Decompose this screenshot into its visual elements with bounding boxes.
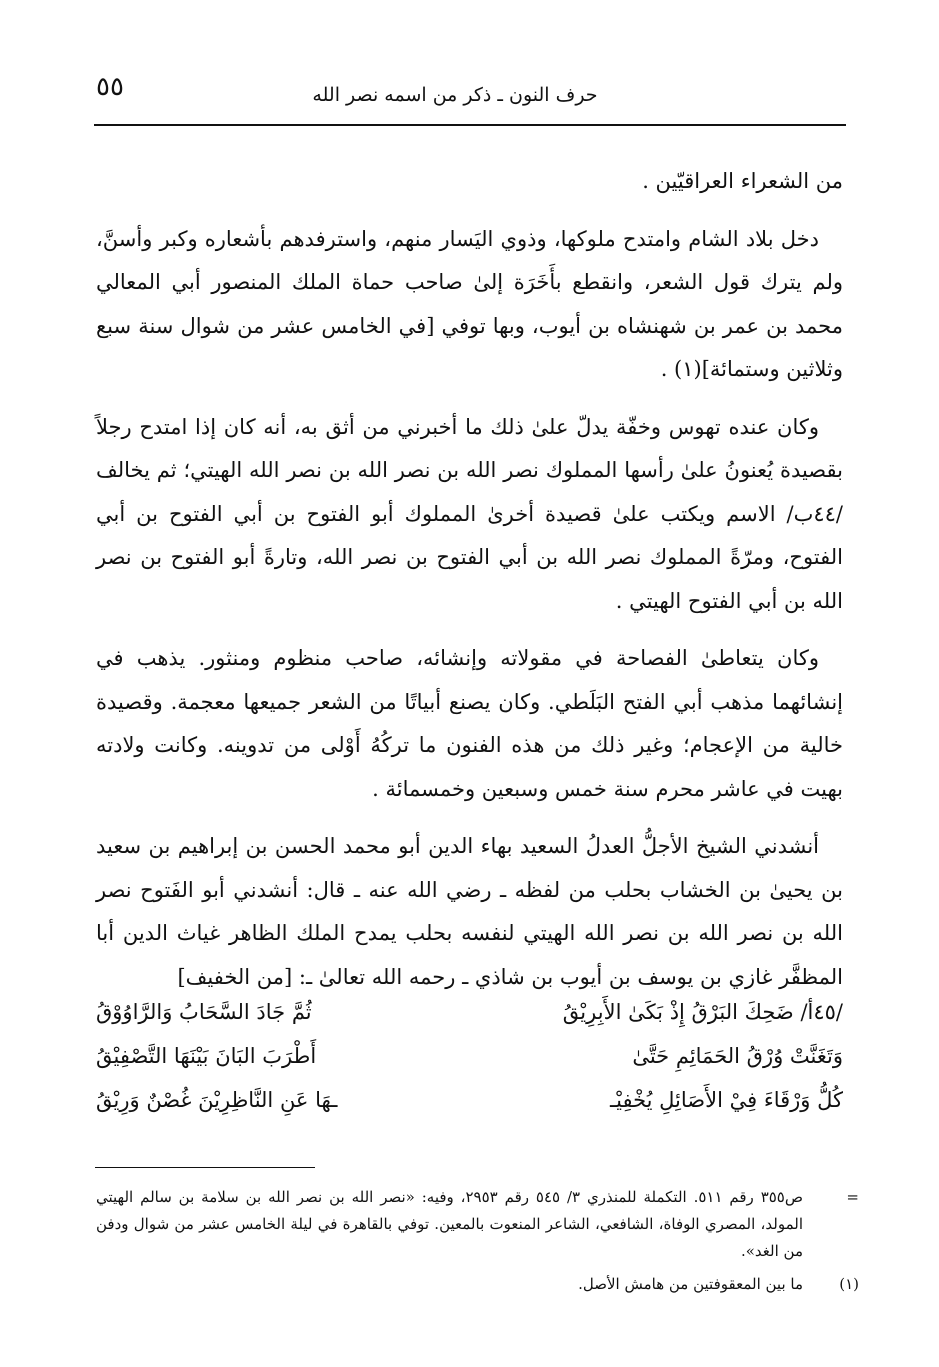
verse-line: [96, 1078, 843, 1122]
verse-first-hemistich: كُلُّ وَرْقَاءَ فِيْ الأَصَائِلِ يُخْفِيْـ: [609, 1088, 843, 1112]
running-head: حرف النون ـ ذكر من اسمه نصر الله: [312, 84, 598, 106]
page-number: ٥٥: [96, 72, 124, 102]
poem: [96, 990, 843, 1122]
footnotes: [96, 1184, 859, 1304]
verse-second-hemistich: ثُمَّ جَادَ السَّحَابُ وَالرَّاوُوْقُ: [96, 1000, 312, 1024]
header-divider: [94, 124, 846, 126]
verse-line: [96, 990, 843, 1034]
verse-line: [96, 1034, 843, 1078]
main-text: [96, 160, 843, 1013]
footnote: [96, 1184, 859, 1265]
footnote: [96, 1271, 859, 1298]
verse-second-hemistich: أَطْرَبَ البَانَ بَيْنَهَا التَّصْفِيْقُ: [96, 1044, 317, 1068]
verse-second-hemistich: ـهَا عَنِ النَّاظِرِيْنَ غُصْنٌ وَرِيْقُ: [96, 1088, 338, 1112]
paragraph-isnad: أنشدني الشيخ الأجلُّ العدلُ السعيد بهاء الدين أبو محمد الحسن بن إبراهيم بن سعيد بن يحيىٰ بن الخشاب بحلب من لفظه ـ رضي الله عنه ـ قال: أنشدني أبو الفَتوح نصر الله بن نصر الله بن نصر الله الهيتي لنفسه بحلب يمدح الملك الظاهر غياث الدين أبا المظفَّر غازي بن يوسف بن أيوب بن شاذي ـ رحمه الله تعالىٰ ـ: [من الخفيف]: [96, 834, 843, 989]
paragraph-biography: دخل بلاد الشام وامتدح ملوكها، وذوي اليَسار منهم، واسترفدهم بأشعاره وكبر وأسنَّ، ولم يترك قول الشعر، وانقطع بأَخَرَة إلىٰ صاحب حماة الملك المنصور أبي المعالي محمد بن عمر بن شهنشاه بن أيوب، وبها توفي [في الخامس عشر من شوال سنة سبع وثلاثين وستمائة](١) .: [96, 226, 843, 381]
footnote-divider: [95, 1167, 315, 1168]
footnote-text: ص٣٥٥ رقم ٥١١. التكملة للمنذري ٣/ ٥٤٥ رقم ٢٩٥٣، وفيه: «نصر الله بن نصر الله بن سلامة بن سالم الهيتي المولد، المصري الوفاة، الشافعي، الشاعر المنعوت بالمعين. توفي بالقاهرة في ليلة الخامس عشر من شوال ودفن من الغد».: [96, 1188, 803, 1260]
footnote-text: ما بين المعقوفتين من هامش الأصل.: [578, 1275, 803, 1293]
paragraph-style: وكان يتعاطىٰ الفصاحة في مقولاته وإنشائه، صاحب منظوم ومنثور. يذهب في إنشائهما مذهب أبي الفتح البَلَطي. وكان يصنع أبياتًا من الشعر جميعها معجمة. وقصيدة خالية من الإعجام؛ وغير ذلك من هذه الفنون ما تركُهُ أَوْلى من تدوينه. وكانت ولادته بهيت في عاشر محرم سنة خمس وسبعين وخمسمائة .: [96, 646, 843, 801]
footnote-marker: (١): [839, 1275, 859, 1293]
verse-first-hemistich: /٤٥أ/ ضَحِكَ البَرْقُ إِذْ بَكَىٰ الأَبِرِيْقُ: [562, 1000, 843, 1024]
verse-first-hemistich: وَتَغَنَّتْ وُرْقُ الحَمَائِمِ حَتَّىٰ: [632, 1044, 843, 1068]
footnote-marker: =: [846, 1188, 859, 1206]
paragraph-anecdote: وكان عنده تهوس وخفّة يدلّ علىٰ ذلك ما أخبرني من أثق به، أنه كان إذا امتدح رجلاً بقصيدة يُعنونُ علىٰ رأسها المملوك نصر الله بن نصر الله بن نصر الله الهيتي؛ ثم يخالف /٤٤ب/ الاسم ويكتب علىٰ قصيدة أخرىٰ المملوك أبو الفتوح بن أبي الفتوح بن أبي الفتوح، ومرّةً المملوك نصر الله بن أبي الفتوح بن نصر الله، وتارةً أبو الفتوح بن نصر الله بن أبي الفتوح الهيتي .: [96, 414, 843, 613]
paragraph-origin: من الشعراء العراقيّين .: [642, 169, 843, 193]
